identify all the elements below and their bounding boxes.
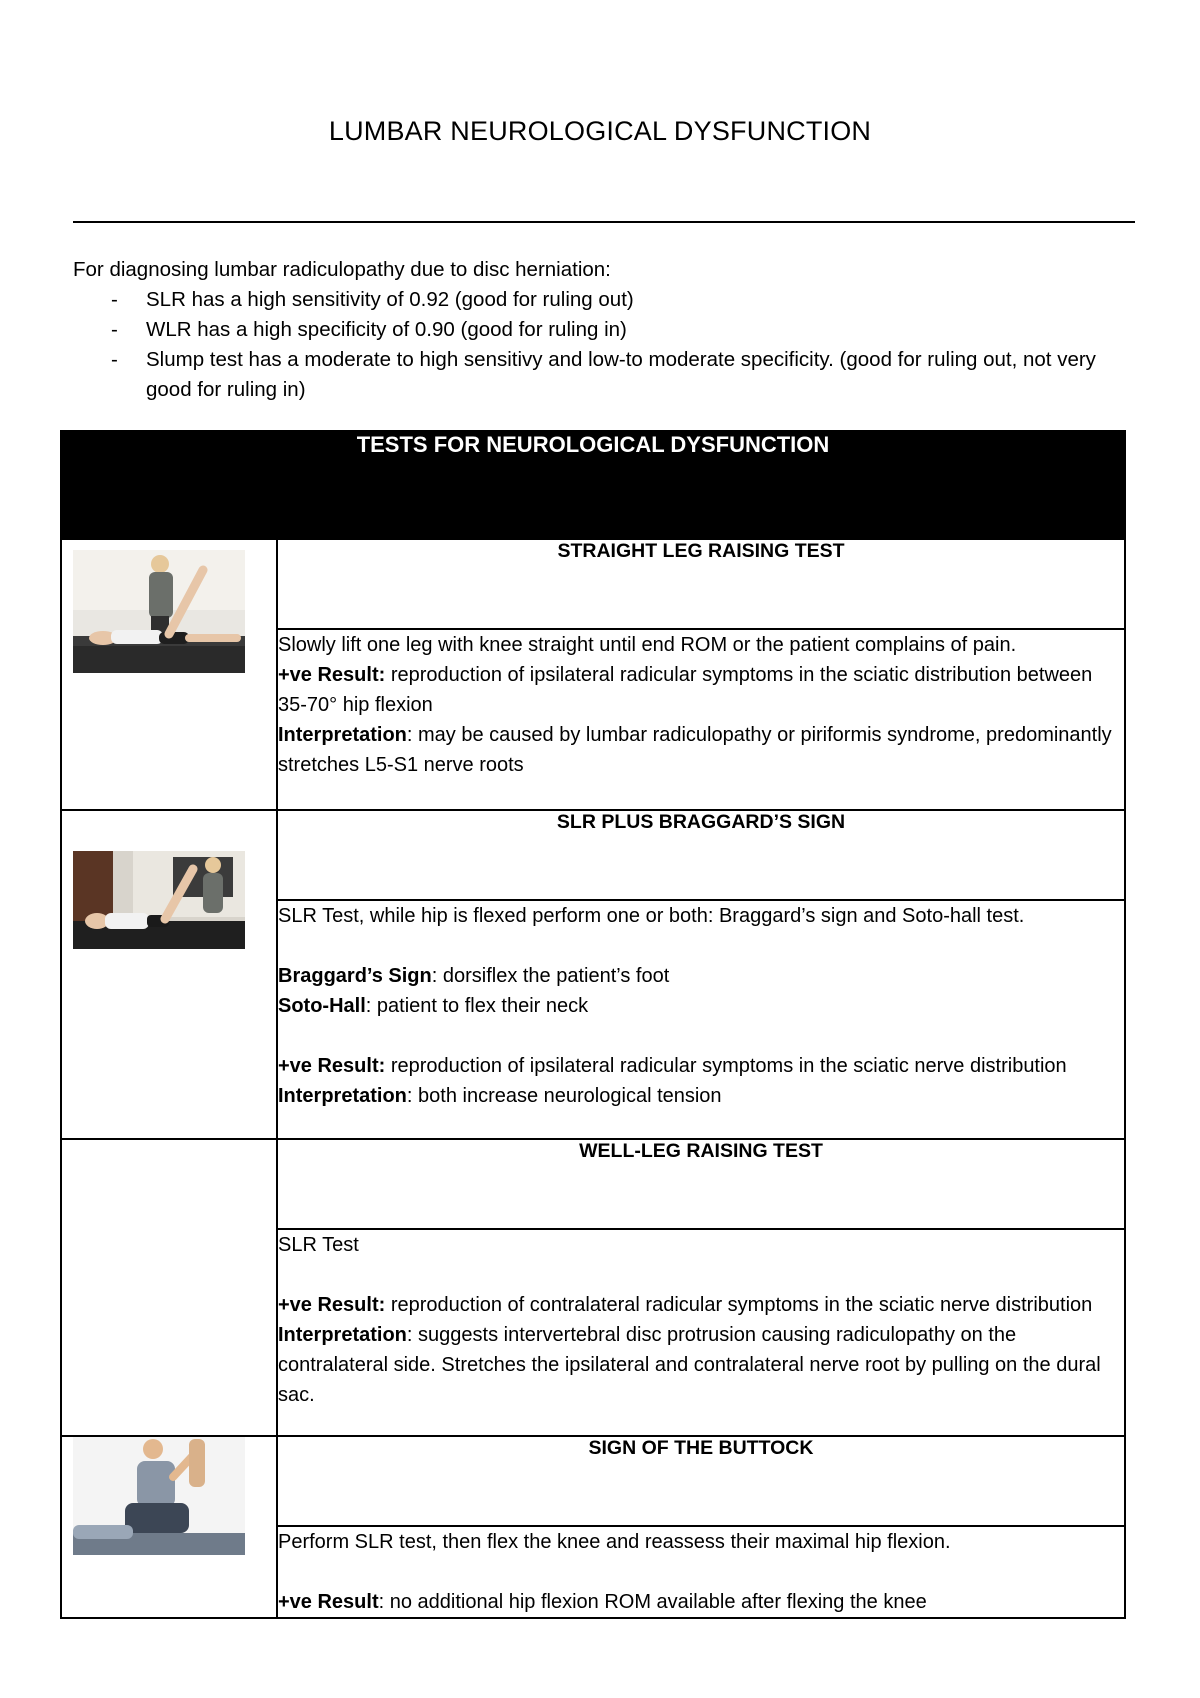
test-interpretation: [278, 1081, 1124, 1111]
title-divider: [73, 221, 1135, 223]
test-row-braggard: [61, 810, 1125, 900]
test-name: SLR PLUS BRAGGARD’S SIGN: [277, 810, 1125, 900]
test-name: WELL-LEG RAISING TEST: [277, 1139, 1125, 1229]
test-procedure: SLR Test: [278, 1234, 359, 1256]
intro-bullet: - SLR has a high sensitivity of 0.92 (good for ruling out): [73, 285, 1135, 315]
result-label: +ve Result:: [278, 664, 386, 686]
test-result: [278, 660, 1124, 720]
buttock-photo: [73, 1437, 245, 1555]
result-text: reproduction of ipsilateral radicular symptoms in the sciatic distribution between 35-70° hip flexion: [278, 664, 1093, 716]
slr-photo: [73, 550, 245, 673]
image-cell: [61, 1436, 277, 1618]
interpretation-text: : suggests intervertebral disc protrusion causing radiculopathy on the contralateral side. Stretches the ipsilateral and contralateral nerve root by pulling on the dural sac.: [278, 1324, 1101, 1406]
soto-hall-step: [278, 991, 1124, 1021]
intro-bullet: - Slump test has a moderate to high sensitivy and low-to moderate specificity. (good for ruling out, not very good for ruling in): [73, 345, 1135, 405]
soto-hall-label: Soto-Hall: [278, 995, 366, 1017]
result-label: +ve Result: [278, 1591, 379, 1613]
test-row-slr: [61, 539, 1125, 629]
soto-hall-text: : patient to flex their neck: [365, 995, 589, 1017]
braggard-text: : dorsiflex the patient’s foot: [431, 965, 670, 987]
test-name: SIGN OF THE BUTTOCK: [277, 1436, 1125, 1526]
interpretation-label: Interpretation: [278, 1324, 407, 1346]
interpretation-label: Interpretation: [278, 1085, 407, 1107]
intro-section: [73, 255, 1135, 405]
test-procedure: Perform SLR test, then flex the knee and reassess their maximal hip flexion.: [278, 1531, 951, 1553]
intro-lead: For diagnosing lumbar radiculopathy due to disc herniation:: [73, 258, 611, 281]
image-cell: [61, 810, 277, 1139]
result-text: reproduction of contralateral radicular symptoms in the sciatic nerve distribution: [385, 1294, 1093, 1316]
tests-table: [60, 430, 1126, 1619]
result-text: reproduction of ipsilateral radicular symptoms in the sciatic nerve distribution: [385, 1055, 1067, 1077]
result-label: +ve Result:: [278, 1294, 386, 1316]
interpretation-text: : may be caused by lumbar radiculopathy or piriformis syndrome, predominantly stretches L5-S1 nerve roots: [278, 724, 1112, 776]
page-title: LUMBAR NEUROLOGICAL DYSFUNCTION: [328, 116, 872, 146]
image-cell: [61, 1139, 277, 1436]
test-name: STRAIGHT LEG RAISING TEST: [277, 539, 1125, 629]
test-interpretation: [278, 720, 1124, 780]
result-text: : no additional hip flexion ROM available after flexing the knee: [378, 1591, 927, 1613]
intro-bullet: - WLR has a high specificity of 0.90 (good for ruling in): [73, 315, 1135, 345]
test-description: [277, 900, 1125, 1139]
test-row-buttock: [61, 1436, 1125, 1526]
test-result: [278, 1290, 1124, 1320]
test-interpretation: [278, 1320, 1124, 1410]
test-description: [277, 629, 1125, 810]
table-header: TESTS FOR NEUROLOGICAL DYSFUNCTION: [61, 431, 1125, 539]
test-description: [277, 1229, 1125, 1436]
test-description: [277, 1526, 1125, 1618]
image-cell: [61, 539, 277, 810]
braggard-photo: [73, 851, 245, 949]
test-result: [278, 1587, 1124, 1617]
test-result: [278, 1051, 1124, 1081]
test-row-wlr: [61, 1139, 1125, 1229]
intro-list: [73, 285, 1135, 405]
interpretation-text: : both increase neurological tension: [406, 1085, 722, 1107]
braggard-label: Braggard’s Sign: [278, 965, 432, 987]
braggard-step: [278, 961, 1124, 991]
test-procedure: Slowly lift one leg with knee straight until end ROM or the patient complains of pain.: [278, 634, 1017, 656]
interpretation-label: Interpretation: [278, 724, 407, 746]
test-procedure: SLR Test, while hip is flexed perform one or both: Braggard’s sign and Soto-hall test.: [278, 905, 1025, 927]
result-label: +ve Result:: [278, 1055, 386, 1077]
